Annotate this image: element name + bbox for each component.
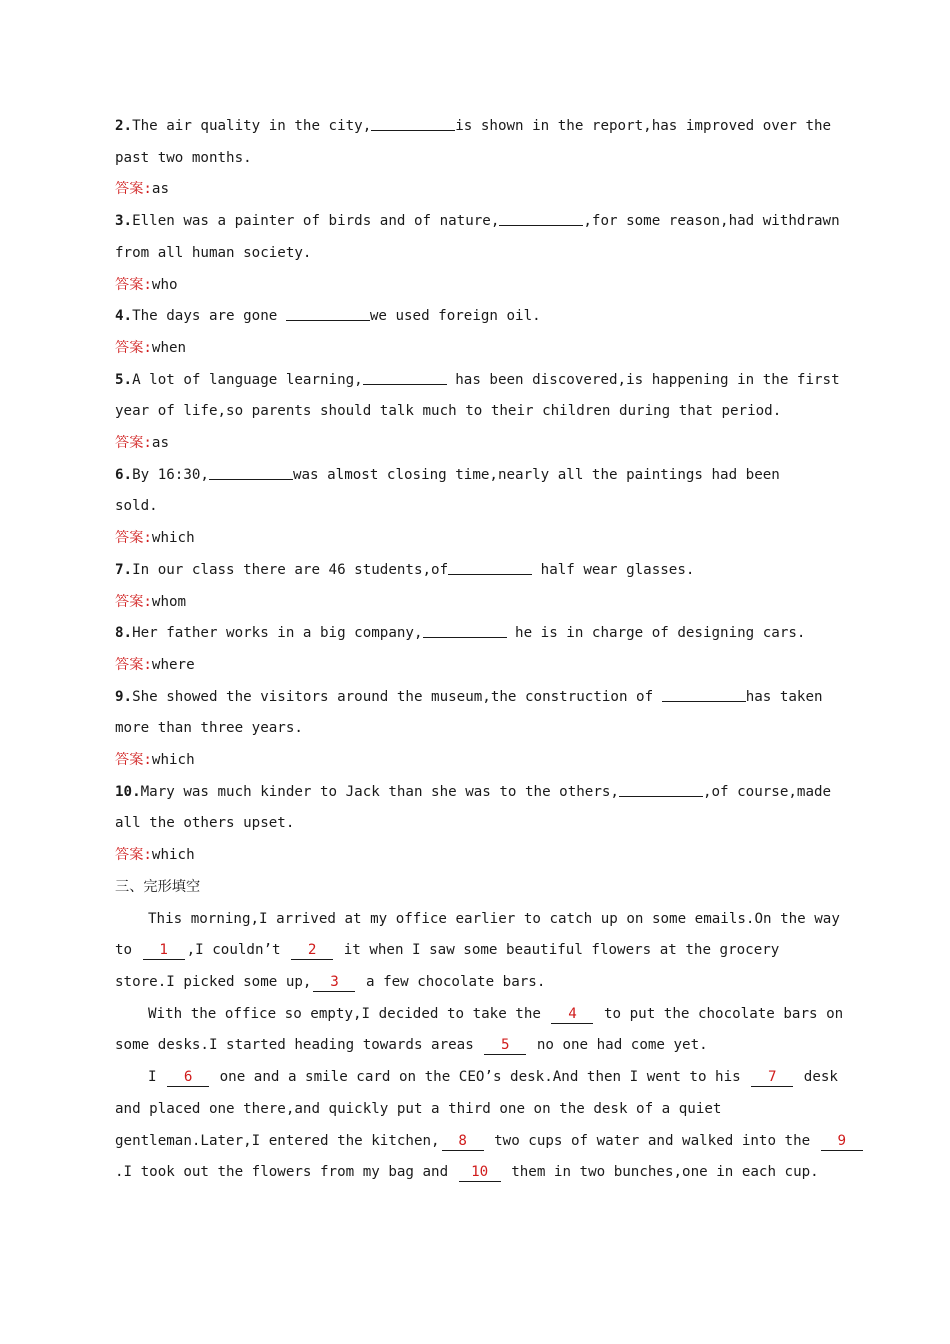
question-number: 10.: [115, 783, 141, 800]
question-text: past two months.: [115, 149, 252, 166]
cloze-blank-3: 3: [313, 973, 355, 992]
answer-label: 答案:: [115, 752, 152, 769]
answer-label: 答案:: [115, 593, 152, 610]
answer-blank: [423, 623, 507, 638]
cloze-paragraph-1-line: This morning,I arrived at my office earlier to catch up on some emails.On the way: [148, 910, 840, 927]
answer-line: [115, 840, 830, 872]
answer-label: 答案:: [115, 339, 152, 356]
answer-text: which: [151, 752, 195, 769]
question-text: ,of course,made: [702, 783, 832, 800]
question-2: [115, 111, 830, 143]
answer-text: as: [151, 435, 170, 452]
answer-line: [115, 650, 830, 682]
question-text: has been discovered,is happening in the first: [446, 371, 840, 388]
document-page: [115, 111, 846, 1189]
cloze-text: one and a smile card on the CEO’s desk.And then I went to his: [219, 1069, 741, 1086]
answer-label: 答案:: [115, 847, 152, 864]
answer-label: 答案:: [115, 656, 152, 673]
cloze-paragraph-3-line: [115, 1126, 846, 1158]
question-text: half wear glasses.: [532, 561, 695, 578]
cloze-blank-8: 8: [442, 1132, 484, 1151]
question-3: [115, 206, 840, 238]
cloze-text: some desks.I started heading towards areas: [115, 1037, 474, 1054]
cloze-text: no one had come yet.: [536, 1037, 708, 1054]
question-text: all the others upset.: [115, 815, 295, 832]
section-title: 三、完形填空: [115, 878, 201, 895]
cloze-paragraph-1-line: [115, 935, 830, 967]
question-number: 5.: [115, 371, 133, 388]
question-text: A lot of language learning,: [132, 371, 363, 388]
question-text: from all human society.: [115, 244, 312, 261]
cloze-blank-7: 7: [751, 1068, 793, 1087]
cloze-blank-1: 1: [143, 941, 185, 960]
cloze-paragraph-3-line: [115, 1157, 830, 1189]
question-text: The air quality in the city,: [132, 118, 372, 134]
question-5: [115, 365, 840, 397]
answer-text: who: [151, 276, 178, 293]
answer-text: when: [151, 339, 187, 356]
answer-text: where: [151, 656, 195, 673]
answer-text: which: [151, 530, 195, 547]
question-text: was almost closing time,nearly all the paintings had been: [292, 466, 780, 483]
answer-label: 答案:: [115, 276, 152, 293]
cloze-text: them in two bunches,one in each cup.: [511, 1164, 819, 1181]
cloze-paragraph-3-line: [115, 1062, 838, 1094]
question-6: [115, 460, 830, 492]
question-text: Ellen was a painter of birds and of nature,: [132, 213, 500, 230]
answer-line: [115, 333, 830, 365]
answer-blank: [662, 686, 746, 701]
cloze-text: ,I couldn’t: [186, 942, 281, 959]
cloze-text: I: [148, 1069, 157, 1086]
question-text: By 16:30,: [132, 466, 209, 483]
question-number: 2.: [115, 118, 133, 134]
answer-text: as: [151, 181, 170, 198]
question-number: 4.: [115, 308, 133, 325]
question-10: [115, 777, 830, 809]
cloze-text: store.I picked some up,: [115, 973, 312, 990]
cloze-blank-2: 2: [291, 941, 333, 960]
question-7: [115, 555, 830, 587]
answer-blank: [619, 782, 703, 797]
answer-line: [115, 587, 830, 619]
answer-blank: [499, 211, 583, 226]
answer-text: which: [151, 847, 195, 864]
answer-blank: [448, 560, 532, 575]
cloze-paragraph-1-line: [115, 967, 830, 999]
cloze-text: two cups of water and walked into the: [494, 1132, 811, 1149]
answer-label: 答案:: [115, 530, 152, 547]
question-number: 6.: [115, 466, 133, 483]
question-text: Her father works in a big company,: [132, 625, 423, 642]
cloze-blank-5: 5: [484, 1036, 526, 1055]
question-text: he is in charge of designing cars.: [506, 625, 806, 642]
cloze-text: gentleman.Later,I entered the kitchen,: [115, 1132, 440, 1149]
question-text: has taken: [745, 688, 823, 705]
cloze-text: With the office so empty,I decided to take the: [148, 1005, 541, 1022]
question-text: year of life,so parents should talk much to their children during that period.: [115, 403, 782, 420]
cloze-blank-4: 4: [551, 1005, 593, 1024]
answer-blank: [209, 465, 293, 480]
question-number: 3.: [115, 213, 133, 230]
cloze-blank-6: 6: [167, 1068, 209, 1087]
question-text: we used foreign oil.: [369, 308, 541, 325]
question-text: The days are gone: [132, 308, 286, 325]
cloze-text: to put the chocolate bars on: [604, 1005, 844, 1022]
question-text: Mary was much kinder to Jack than she was to the others,: [140, 783, 619, 800]
cloze-text: a few chocolate bars.: [366, 973, 546, 990]
question-4: [115, 301, 830, 333]
answer-text: whom: [151, 593, 187, 610]
answer-label: 答案:: [115, 181, 152, 198]
question-text: is shown in the report,has improved over the: [455, 118, 832, 134]
question-text: sold.: [115, 498, 158, 515]
question-number: 8.: [115, 625, 133, 642]
cloze-blank-9: 9: [821, 1132, 863, 1151]
cloze-text: .I took out the flowers from my bag and: [115, 1164, 449, 1181]
question-number: 7.: [115, 561, 133, 578]
cloze-text: it when I saw some beautiful flowers at the grocery: [343, 942, 780, 959]
answer-line: [115, 745, 830, 777]
question-9: [115, 682, 830, 714]
answer-line: [115, 174, 830, 206]
answer-blank: [371, 116, 455, 131]
answer-blank: [363, 369, 447, 384]
answer-line: [115, 270, 830, 302]
answer-label: 答案:: [115, 435, 152, 452]
answer-blank: [286, 306, 370, 321]
question-text: ,for some reason,had withdrawn: [583, 213, 840, 230]
question-number: 9.: [115, 688, 133, 705]
question-text: more than three years.: [115, 720, 303, 737]
cloze-blank-10: 10: [459, 1163, 501, 1182]
question-8: [115, 618, 830, 650]
question-text: In our class there are 46 students,of: [132, 561, 449, 578]
question-text: She showed the visitors around the museum,the construction of: [132, 688, 662, 705]
cloze-paragraph-3-line: and placed one there,and quickly put a third one on the desk of a quiet: [115, 1100, 722, 1117]
cloze-text: desk: [803, 1069, 838, 1086]
answer-line: [115, 523, 830, 555]
cloze-text: to: [115, 942, 133, 959]
cloze-paragraph-2-line: [115, 999, 844, 1031]
cloze-paragraph-2-line: [115, 1030, 830, 1062]
answer-line: [115, 428, 830, 460]
